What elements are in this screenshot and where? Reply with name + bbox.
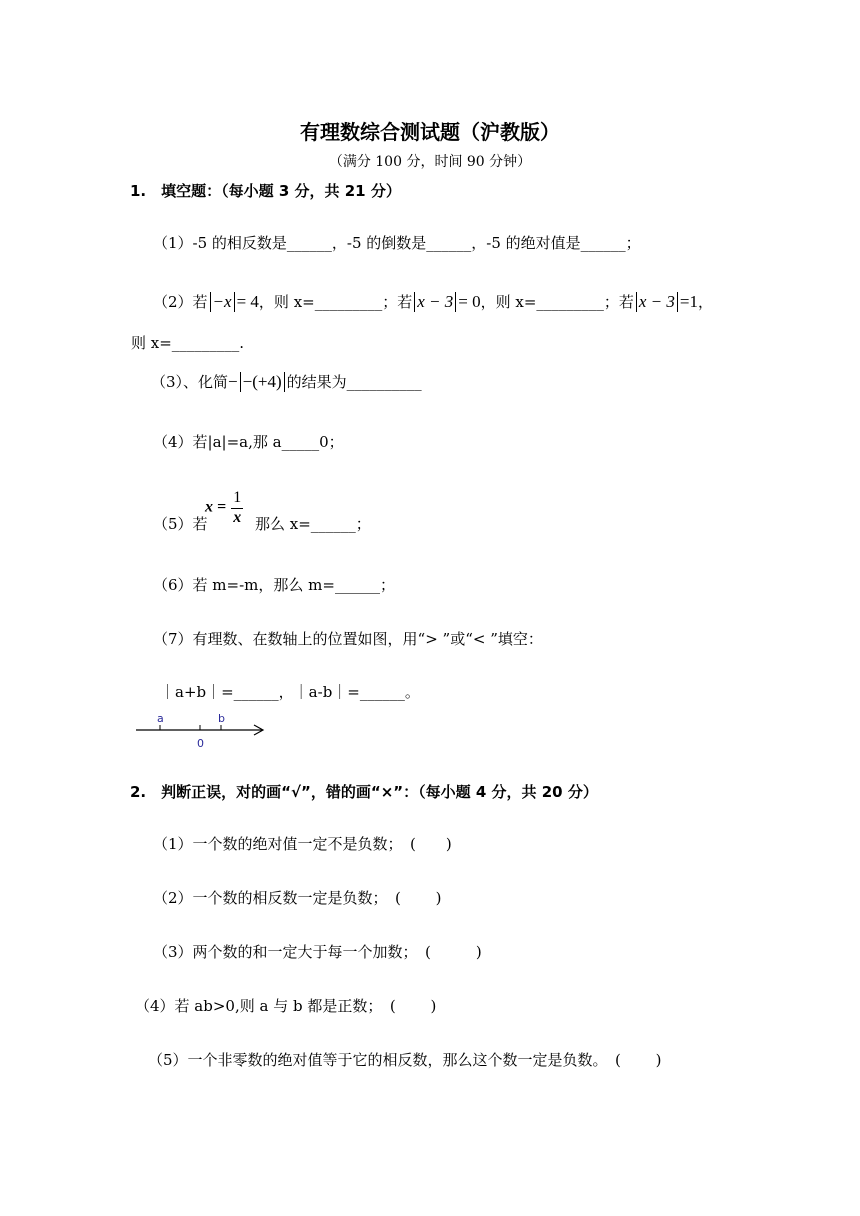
q2-eq2: = 0 (458, 292, 481, 311)
question-1-6: （6）若 m=-m，那么 m=______； (153, 576, 395, 594)
section-1-heading: 1. 填空题：（每小题 3 分，共 21 分） (130, 182, 401, 200)
page-title: 有理数综合测试题（沪教版） (300, 120, 560, 144)
question-1-3 (151, 372, 422, 392)
q2-text-b: ，则 x=_________；若 (258, 293, 413, 311)
judge-item-5: （5）一个非零数的绝对值等于它的相反数，那么这个数一定是负数。 ( ) (148, 1051, 662, 1069)
q5-numerator: 1 (231, 488, 243, 509)
label-a: a (157, 712, 164, 725)
q5-denominator: x (233, 509, 242, 526)
question-1-4: （4）若|a|=a,那 a_____0； (153, 433, 344, 451)
q2-expr2: x − 3 (417, 292, 454, 311)
q2-eq3: =1 (679, 292, 699, 311)
question-1-5-text (153, 514, 208, 534)
q5-text-a: （5）若 (153, 515, 208, 533)
q2-text-c: ，则 x=_________；若 (480, 293, 634, 311)
judge-item-2: （2）一个数的相反数一定是负数； ( ) (153, 889, 442, 907)
page-subtitle: （满分 100 分，时间 90 分钟） (328, 154, 532, 170)
question-1-2 (153, 292, 713, 312)
q3-expr-pre: − (228, 372, 238, 391)
question-1-7: （7）有理数、在数轴上的位置如图，用“> ”或“< ”填空： (153, 630, 543, 648)
q2-text-d: ， (698, 293, 714, 311)
q5-text-b: 那么 x=______； (255, 515, 371, 533)
question-1-1: （1）-5 的相反数是______，-5 的倒数是______，-5 的绝对值是______； (153, 234, 641, 252)
q2-eq1: = 4 (236, 292, 259, 311)
judge-item-1: （1）一个数的绝对值一定不是负数； ( ) (153, 835, 452, 853)
q2-expr3: x − 3 (638, 292, 675, 311)
q3-text-b: 的结果为__________ (286, 373, 422, 391)
q2-expr1: −x (212, 292, 232, 311)
q5-fraction (231, 488, 243, 527)
question-1-7-fill: ｜a+b｜=______，｜a-b｜=______。 (160, 683, 420, 701)
q5-lhs: x = (205, 498, 227, 516)
q3-text-a: （3）、化简 (151, 373, 229, 391)
q5-equation (205, 488, 243, 527)
judge-item-4: （4）若 ab>0,则 a 与 b 都是正数； ( ) (135, 997, 437, 1015)
question-1-2-cont: 则 x=_________. (131, 334, 245, 352)
number-line-figure (130, 708, 270, 752)
section-2-heading: 2. 判断正误，对的画“√”，错的画“×”：（每小题 4 分，共 20 分） (130, 783, 598, 801)
q3-expr-inner: −(+4) (242, 372, 282, 391)
q2-text-a: （2）若 (153, 293, 208, 311)
label-b: b (218, 712, 225, 725)
judge-item-3: （3）两个数的和一定大于每一个加数； ( ) (153, 943, 482, 961)
label-zero: 0 (197, 737, 204, 750)
